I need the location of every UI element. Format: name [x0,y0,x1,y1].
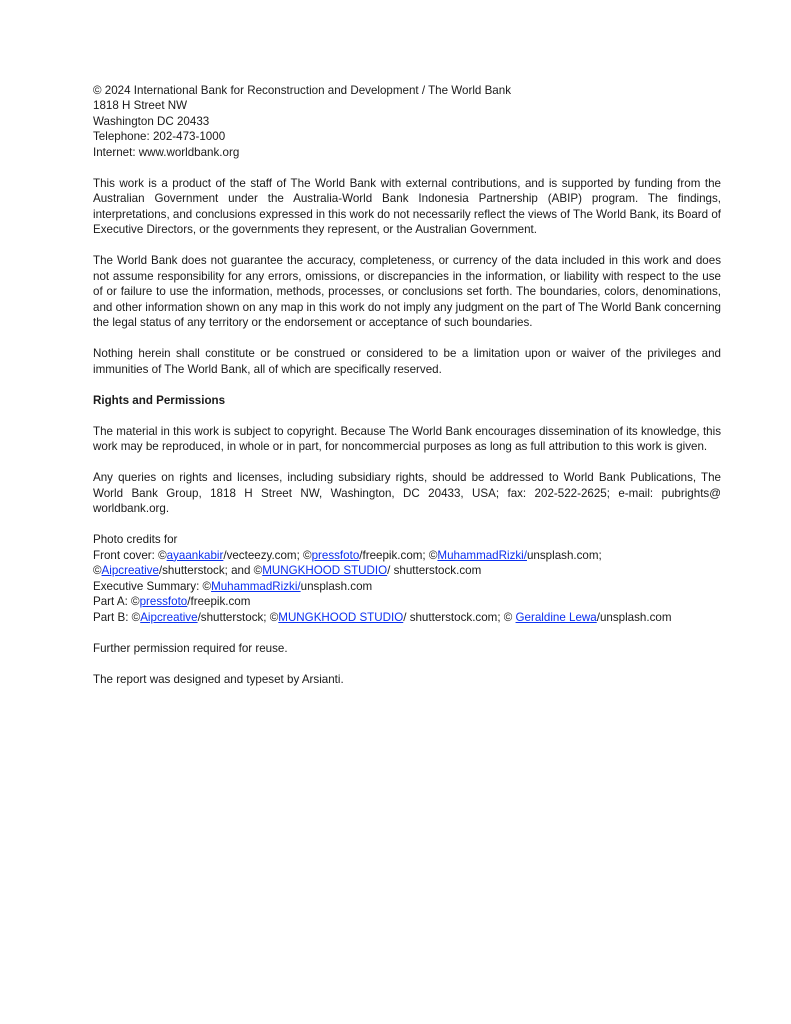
credit-text: /unsplash.com [596,610,672,624]
credit-text: /freepik.com [187,595,251,608]
copyright-line: © 2024 International Bank for Reconstruction and Development / The World Bank [93,83,511,97]
disclaimer-paragraph: The World Bank does not guarantee the accuracy, completeness, or currency of the data included in this work and does not assume responsibility for any errors, omissions, or discrepancies in the information, or liability with respect to the use of or failure to use the information, methods, processes, or conclusions set forth. The boundaries, colors, denominations, and other information shown on any map in this work do not imply any judgment on the part of The World Bank concerning the legal status of any territory or the endorsement or acceptance of such boundaries. [93,254,721,329]
front-cover-credit-line-2 [93,563,721,579]
rights-queries-paragraph: Any queries on rights and licenses, including subsidiary rights, should be addressed to World Bank Publications, The World Bank Group, 1818 H Street NW, Washington, DC 20433, USA; fax: 202-522-2625; e-mail: pubrights@ worldbank.org. [93,471,721,515]
part-b-credit-line [93,610,721,626]
credit-text: / shutterstock.com [387,564,482,577]
designer-credit: The report was designed and typeset by Arsianti. [93,672,344,686]
front-cover-label: Front cover: © [93,548,167,562]
credit-link-aipcreative[interactable]: Aipcreative [140,610,198,624]
credit-text: © [93,564,102,577]
rights-heading: Rights and Permissions [93,393,226,407]
credit-link-muhammadrizki[interactable]: MuhammadRizki/ [211,579,301,593]
telephone-line: Telephone: 202-473-1000 [93,130,226,143]
rights-copyright-paragraph: The material in this work is subject to copyright. Because The World Bank encourages dissemination of its knowledge, this work may be reproduced, in whole or in part, for noncommercial purposes as long as full attribution to this work is given. [93,424,721,453]
funding-paragraph: This work is a product of the staff of The World Bank with external contributions, and is supported by funding from the Australian Government under the Australia-World Bank Indonesia Partnership (ABIP) program. The findings, interpretations, and conclusions expressed in this work do not necessarily reflect the views of The World Bank, its Board of Executive Directors, or the governments they represent, or the Australian Government. [93,176,721,236]
credit-link-mungkhood-studio[interactable]: MUNGKHOOD STUDIO [262,564,388,577]
copyright-page [93,67,721,703]
credit-link-pressfoto[interactable]: pressfoto [311,548,360,562]
street-line: 1818 H Street NW [93,99,188,112]
part-a-label: Part A: © [93,595,140,608]
photo-credits-heading: Photo credits for [93,533,178,546]
part-a-credit-line [93,594,721,610]
credit-text: /shutterstock; and © [158,564,263,577]
credit-text: unsplash.com [300,579,373,593]
credit-link-geraldine-lewa[interactable]: Geraldine Lewa [515,610,597,624]
immunities-paragraph: Nothing herein shall constitute or be construed or considered to be a limitation upon or waiver of the privileges and immunities of The World Bank, all of which are specifically reserved. [93,347,721,376]
city-line: Washington DC 20433 [93,114,210,128]
credit-text: /freepik.com; © [359,548,438,562]
credit-link-pressfoto[interactable]: pressfoto [139,595,188,608]
credit-link-mungkhood-studio[interactable]: MUNGKHOOD STUDIO [278,610,404,624]
credit-link-ayaankabir[interactable]: ayaankabir [166,548,224,562]
executive-summary-label: Executive Summary: © [93,579,212,593]
executive-summary-credit-line [93,579,721,595]
credit-link-muhammadrizki[interactable]: MuhammadRizki/ [437,548,527,562]
front-cover-credit-line [93,548,721,564]
credit-text: unsplash.com; [526,548,602,562]
credit-text: /shutterstock; © [197,610,279,624]
credit-link-aipcreative[interactable]: Aipcreative [101,564,159,577]
internet-line: Internet: www.worldbank.org [93,145,240,159]
credit-text: /vecteezy.com; © [223,548,312,562]
reuse-permission-note: Further permission required for reuse. [93,641,288,655]
credit-text: / shutterstock.com; © [403,610,516,624]
part-b-label: Part B: © [93,610,141,624]
